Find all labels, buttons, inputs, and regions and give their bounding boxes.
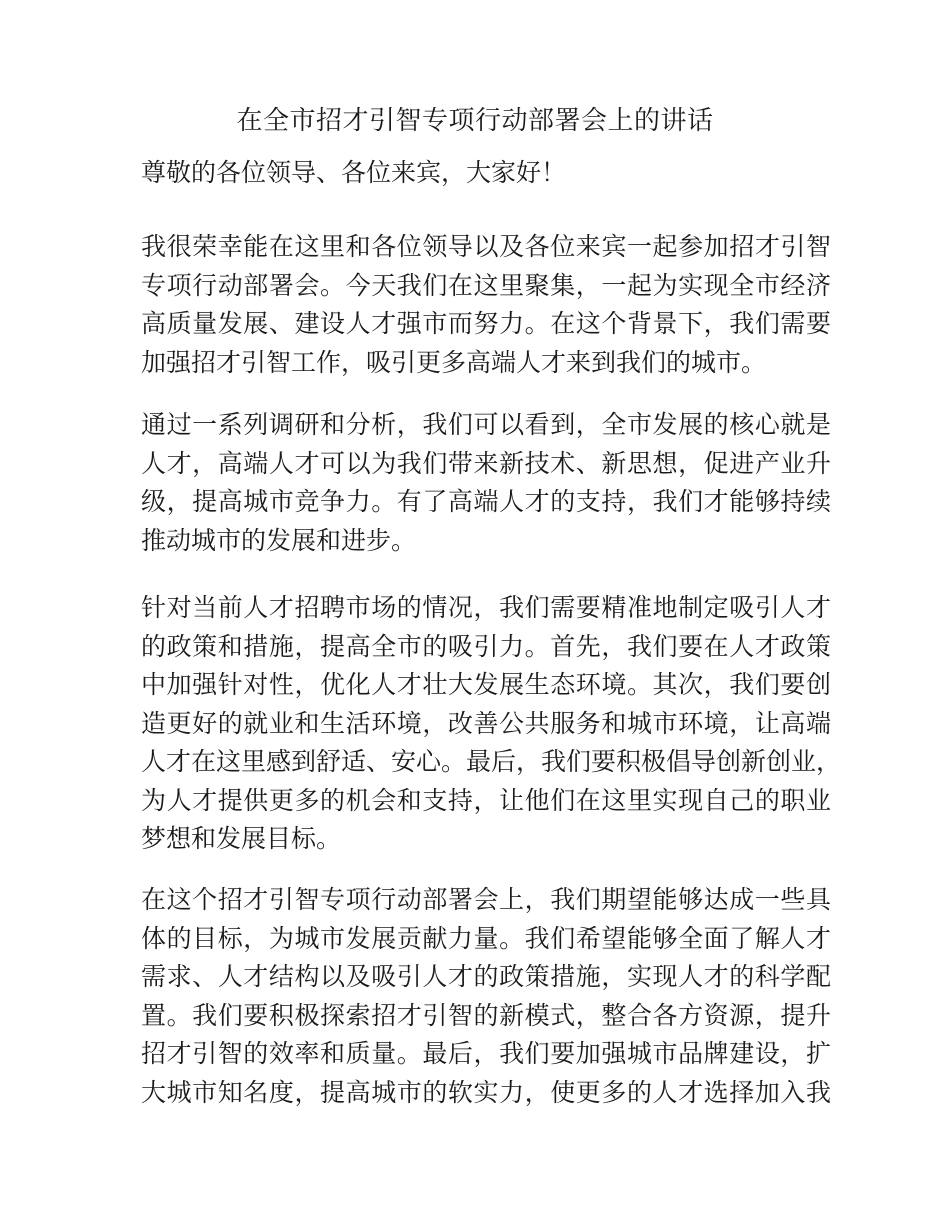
paragraph-line: 造更好的就业和生活环境，改善公共服务和城市环境，让高端 — [141, 708, 831, 738]
paragraph-line: 置。我们要积极探索招才引智的新模式，整合各方资源，提升 — [141, 1000, 831, 1030]
paragraph-line: 体的目标，为城市发展贡献力量。我们希望能够全面了解人才 — [141, 923, 831, 953]
paragraph-line: 推动城市的发展和进步。 — [141, 525, 417, 555]
paragraph-line: 招才引智的效率和质量。最后，我们要加强城市品牌建设，扩 — [141, 1039, 831, 1068]
paragraph-line: 加强招才引智工作，吸引更多高端人才来到我们的城市。 — [141, 347, 767, 377]
paragraph-line: 的政策和措施，提高全市的吸引力。首先，我们要在人才政策 — [141, 631, 831, 661]
paragraph-4 — [141, 881, 831, 1112]
paragraph-line: 人才在这里感到舒适、安心。最后，我们要积极倡导创新创业， — [141, 747, 842, 776]
paragraph-line: 中加强针对性，优化人才壮大发展生态环境。其次，我们要创 — [141, 670, 831, 699]
document-title: 在全市招才引智专项行动部署会上的讲话 — [236, 106, 714, 136]
paragraph-1 — [141, 228, 831, 382]
paragraph-3 — [141, 589, 842, 859]
paragraph-line: 在这个招才引智专项行动部署会上，我们期望能够达成一些具 — [141, 885, 831, 914]
paragraph-line: 针对当前人才招聘市场的情况，我们需要精准地制定吸引人才 — [141, 593, 831, 622]
paragraph-line: 级，提高城市竞争力。有了高端人才的支持，我们才能够持续 — [141, 487, 831, 516]
paragraph-line: 人才，高端人才可以为我们带来新技术、新思想，促进产业升 — [141, 448, 831, 478]
paragraph-line: 为人才提供更多的机会和支持，让他们在这里实现自己的职业 — [141, 785, 831, 815]
paragraph-line: 需求、人才结构以及吸引人才的政策措施，实现人才的科学配 — [141, 962, 831, 991]
paragraph-line: 高质量发展、建设人才强市而努力。在这个背景下，我们需要 — [141, 309, 831, 338]
paragraph-2 — [141, 406, 831, 560]
paragraph-line: 通过一系列调研和分析，我们可以看到，全市发展的核心就是 — [141, 410, 831, 439]
paragraph-line: 我很荣幸能在这里和各位领导以及各位来宾一起参加招才引智 — [141, 232, 831, 261]
paragraph-line: 大城市知名度，提高城市的软实力，使更多的人才选择加入我 — [141, 1077, 831, 1107]
paragraph-line: 梦想和发展目标。 — [141, 824, 342, 853]
paragraph-line: 专项行动部署会。今天我们在这里聚集，一起为实现全市经济 — [141, 270, 831, 300]
greeting-line: 尊敬的各位领导、各位来宾，大家好！ — [141, 158, 567, 187]
